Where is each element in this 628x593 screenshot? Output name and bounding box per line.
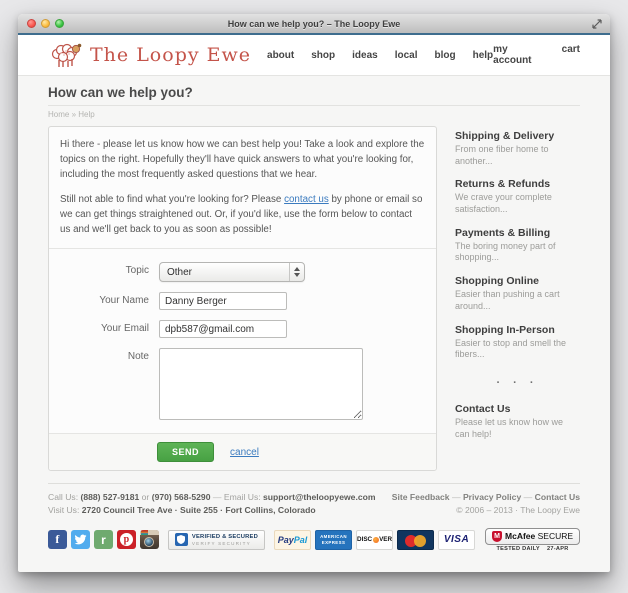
contact-form-box [48, 126, 437, 471]
sidebar-sub-shipping: From one fiber home to another... [455, 144, 549, 166]
mcafee-shield-icon: M [492, 531, 502, 542]
note-label: Note [127, 351, 149, 363]
sidebar-sub-shopping-in-person: Easier to stop and smell the fibers... [455, 337, 567, 360]
verified-shield-icon [175, 533, 188, 546]
mcafee-box [485, 528, 580, 545]
contact-form [49, 248, 436, 433]
sidebar-sub-returns: We crave your complete satisfaction... [455, 192, 552, 215]
visa-icon [438, 530, 475, 550]
titlebar [18, 14, 610, 33]
sidebar-dots-separator: · · · [496, 376, 539, 389]
topic-select[interactable] [159, 262, 305, 282]
copyright: © 2006 – 2013 · The Loopy Ewe [456, 505, 580, 516]
footer-dash-2: — [451, 492, 461, 503]
close-window-button[interactable] [27, 19, 36, 28]
cancel-link[interactable]: cancel [230, 446, 259, 458]
mcafee-tested-row [496, 546, 568, 552]
mcafee-name [505, 531, 573, 541]
privacy-policy-link[interactable]: Privacy Policy [462, 492, 522, 503]
sidebar-link-shopping-online[interactable]: Shopping Online [455, 275, 539, 288]
main-nav [267, 50, 493, 61]
sidebar-item-contact-us [455, 403, 580, 440]
sidebar-item-returns [455, 178, 580, 215]
or-word: or [141, 492, 150, 503]
help-topics-sidebar [455, 126, 580, 471]
send-button[interactable]: SEND [157, 442, 214, 462]
brand-name: The Loopy Ewe [90, 44, 252, 66]
paypal-icon [274, 530, 311, 550]
window-title: How can we help you? – The Loopy Ewe [227, 18, 401, 29]
sidebar-item-shipping [455, 130, 580, 167]
mcafee-text-1: McAfee [505, 531, 536, 542]
facebook-icon[interactable] [48, 530, 67, 549]
footer-call-row [48, 491, 376, 504]
mcafee-tested-daily: TESTED DAILY [496, 546, 540, 553]
mcafee-tested-date: 27-APR [546, 546, 569, 553]
zoom-window-button[interactable] [55, 19, 64, 28]
discover-text-2: VER [379, 536, 393, 544]
ravelry-icon[interactable] [94, 530, 113, 549]
sidebar-link-returns[interactable]: Returns & Refunds [455, 178, 551, 191]
select-stepper-icon [289, 263, 304, 281]
sidebar-link-contact-us[interactable]: Contact Us [455, 402, 511, 415]
verified-line-1: VERIFIED & SECURED [191, 533, 259, 540]
phone-number-1: (888) 527-9181 [80, 492, 140, 503]
email-label: Your Email [101, 323, 149, 335]
footer-links-row [392, 491, 580, 504]
browser-window [18, 14, 610, 572]
mcafee-secure-badge[interactable] [485, 528, 580, 553]
badges-row [18, 528, 610, 553]
pinterest-glyph: p [120, 533, 133, 546]
instagram-icon[interactable] [140, 530, 159, 549]
footer-dash-1: — [212, 492, 222, 503]
twitter-bird-icon [74, 533, 87, 546]
sidebar-sub-shopping-online: Easier than pushing a cart around... [455, 289, 560, 311]
intro-paragraph-1: Hi there - please let us know how we can best help you! Take a look and explore the topics on the right. Hopefully they'll have quick answers to what you're looking for, including the most frequently asked questions that we hear. [60, 139, 425, 181]
sheep-icon [48, 41, 84, 69]
form-footer [49, 433, 436, 470]
page-body [18, 76, 610, 471]
topic-selected-value: Other [167, 266, 193, 278]
sidebar-link-payments[interactable]: Payments & Billing [455, 226, 551, 239]
store-address: 2720 Council Tree Ave · Suite 255 · Fort Collins, Colorado [81, 505, 316, 516]
nav-shop[interactable]: shop [311, 49, 336, 61]
contact-us-link[interactable]: contact us [284, 193, 329, 205]
breadcrumb-home-link[interactable]: Home [48, 110, 70, 119]
mastercard-icon [397, 530, 434, 550]
breadcrumb-separator: » [71, 110, 77, 119]
footer-contact-us-link[interactable]: Contact Us [534, 492, 580, 503]
visa-text: VISA [443, 534, 470, 546]
footer-links [392, 491, 580, 518]
twitter-icon[interactable] [71, 530, 90, 549]
site-logo[interactable] [48, 41, 251, 69]
facebook-glyph: f [55, 532, 60, 547]
pinterest-icon[interactable] [117, 530, 136, 549]
sidebar-item-payments [455, 227, 580, 264]
verified-line-2: VERIFY SECURITY [191, 540, 251, 546]
sidebar-item-shopping-online [455, 275, 580, 312]
intro-p2-after: by phone or email so we can get things straightened out. Or, if you'd like, use the form below to contact us and we'll get back to you as soon as possible! [60, 193, 423, 235]
email-us-label: Email Us: [223, 492, 261, 503]
discover-orange-dot [373, 537, 379, 543]
verified-badge-text [192, 534, 258, 546]
nav-blog[interactable]: blog [434, 49, 456, 61]
nav-local[interactable]: local [394, 49, 418, 61]
name-input[interactable] [159, 292, 287, 310]
discover-text-1: DISC [357, 536, 373, 544]
instagram-lens [144, 537, 154, 547]
support-email-link[interactable]: support@theloopyewe.com [263, 492, 376, 503]
site-feedback-link[interactable]: Site Feedback [391, 492, 450, 503]
account-nav [493, 44, 580, 66]
amex-text-2: EXPRESS [321, 539, 346, 545]
visit-us-label: Visit Us: [48, 505, 80, 516]
paypal-text-1: Pay [277, 534, 294, 545]
note-textarea[interactable] [159, 348, 363, 420]
minimize-window-button[interactable] [41, 19, 50, 28]
amex-icon [315, 530, 352, 550]
phone-number-2: (970) 568-5290 [151, 492, 211, 503]
paypal-text-2: Pal [293, 534, 308, 545]
footer-contact-info [48, 491, 376, 518]
ravelry-glyph: r [101, 532, 106, 547]
footer-visit-row [48, 504, 376, 517]
intro-p2-before: Still not able to find what you're looking for? Please [60, 193, 285, 205]
verified-secured-badge[interactable] [168, 530, 265, 550]
call-us-label: Call Us: [48, 492, 79, 503]
site-header [18, 35, 610, 76]
sidebar-item-shopping-in-person [455, 324, 580, 361]
sidebar-link-shipping[interactable]: Shipping & Delivery [455, 130, 555, 142]
site-footer [48, 483, 580, 518]
breadcrumb [48, 110, 580, 119]
amex-text-1: AMERICAN [320, 534, 347, 540]
instagram-rainbow [141, 530, 148, 535]
mastercard-yellow-circle [414, 535, 426, 547]
intro-text [49, 127, 436, 248]
footer-dash-3: — [523, 492, 533, 503]
email-input[interactable] [159, 320, 287, 338]
nav-my-account[interactable]: my account [493, 44, 532, 66]
nav-ideas[interactable]: ideas [352, 49, 378, 61]
name-label: Your Name [99, 295, 149, 307]
nav-help[interactable]: help [472, 49, 494, 61]
mcafee-text-2: SECURE [537, 531, 574, 542]
fullscreen-icon[interactable] [591, 18, 602, 29]
sidebar-sub-contact-us: Please let us know how we can help! [455, 416, 564, 439]
intro-paragraph-2 [60, 192, 425, 238]
sidebar-link-shopping-in-person[interactable]: Shopping In-Person [455, 323, 555, 336]
page-title: How can we help you? [48, 85, 580, 106]
topic-label: Topic [125, 265, 149, 277]
sidebar-sub-payments: The boring money part of shopping... [455, 240, 556, 263]
breadcrumb-current: Help [78, 110, 95, 119]
nav-cart[interactable]: cart [561, 44, 580, 55]
discover-icon [356, 530, 393, 550]
nav-about[interactable]: about [267, 49, 295, 61]
